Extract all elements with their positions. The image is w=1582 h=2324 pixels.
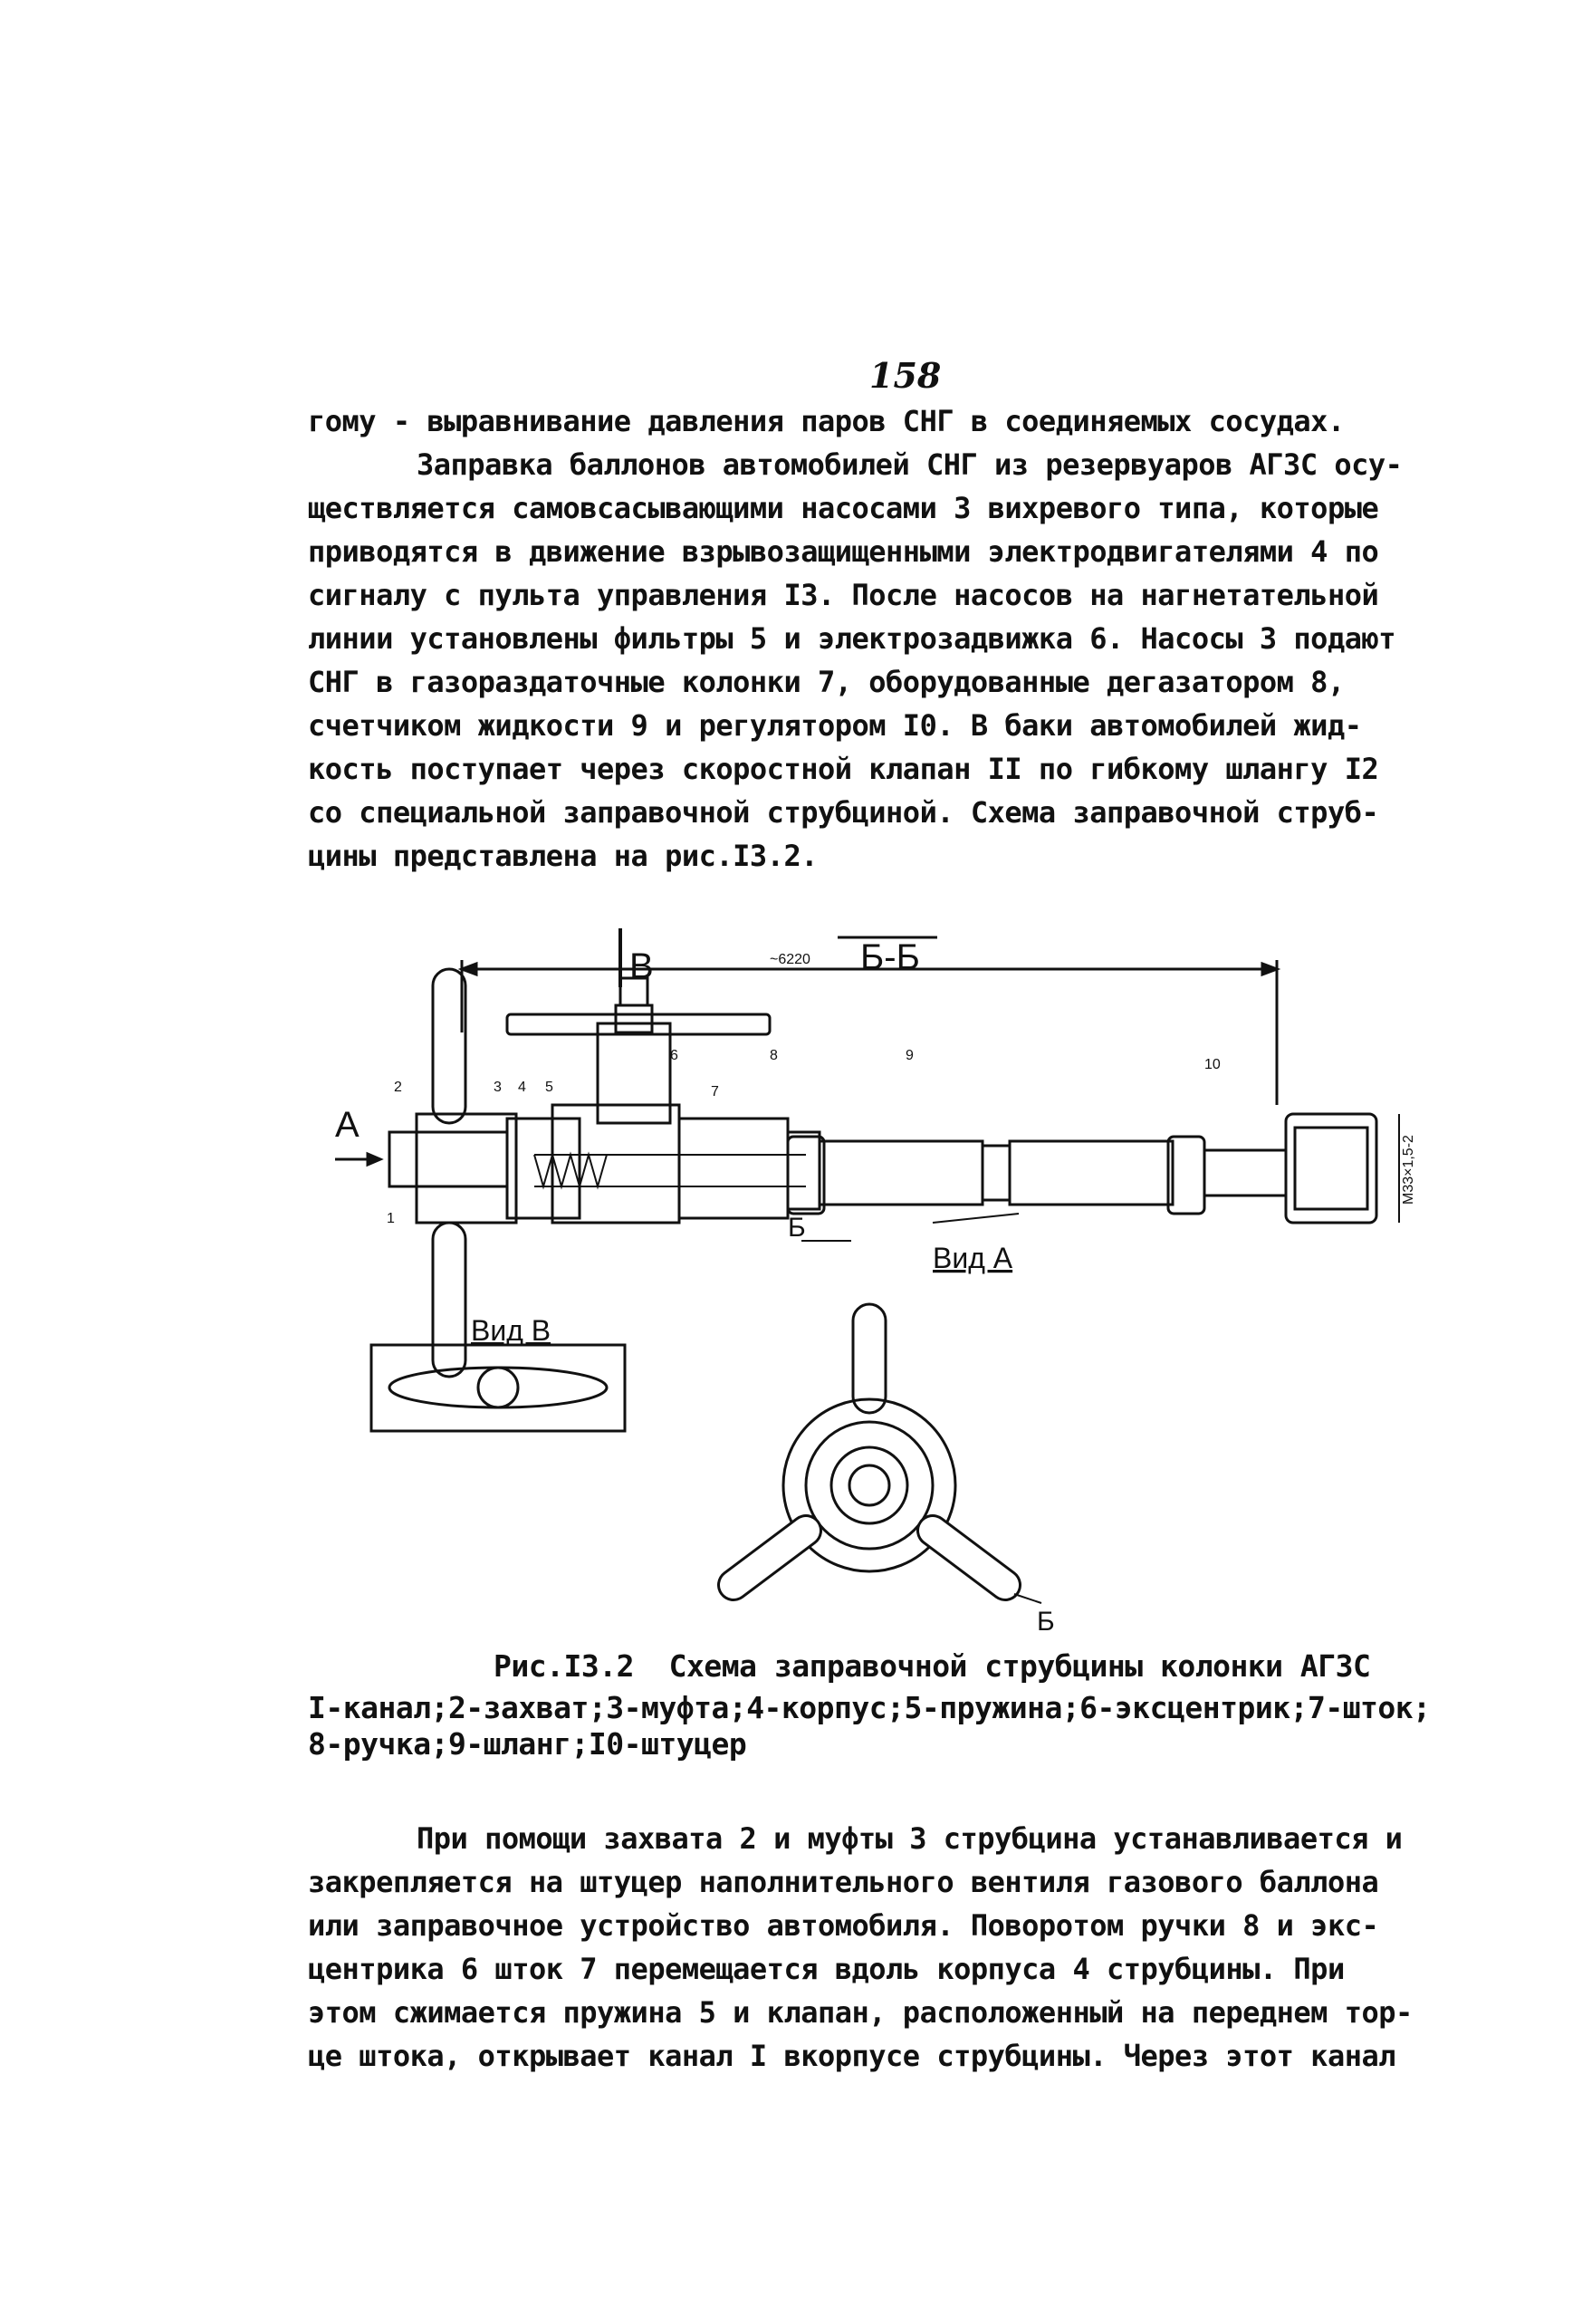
dimension-label: ~6220	[770, 952, 810, 967]
text-line: гому - выравнивание давления паров СНГ в соединяемых сосудах.	[308, 404, 1345, 438]
callout-2: 2	[394, 1080, 402, 1095]
figure-legend-line: I-канал;2-захват;3-муфта;4-корпус;5-пружина;6-эксцентрик;7-шток;	[308, 1690, 1431, 1725]
callout-4: 4	[518, 1080, 526, 1095]
text-line: счетчиком жидкости 9 и регулятором I0. В баки автомобилей жид-	[308, 708, 1362, 743]
section-label: Б-Б	[860, 937, 920, 977]
section-mark-top: Б	[788, 1213, 806, 1243]
callout-6: 6	[670, 1048, 678, 1063]
view-a-title: Вид А	[933, 1242, 1013, 1274]
callout-10: 10	[1204, 1057, 1221, 1072]
text-line: сигналу с пульта управления I3. После насосов на нагнетательной	[308, 578, 1379, 612]
callout-5: 5	[545, 1080, 553, 1095]
text-line: При помощи захвата 2 и муфты 3 струбцина устанавливается и	[417, 1821, 1403, 1856]
text-line: линии установлены фильтры 5 и электрозадвижка 6. Насосы 3 подают	[308, 621, 1395, 656]
text-line: Заправка баллонов автомобилей СНГ из резервуаров АГЗС осу-	[417, 447, 1403, 482]
text-line: ществляется самовсасывающими насосами 3 вихревого типа, которые	[308, 491, 1379, 525]
section-mark-bottom: Б	[1037, 1607, 1055, 1637]
callout-3: 3	[494, 1080, 502, 1095]
figure-legend-line: 8-ручка;9-шланг;I0-штуцер	[308, 1726, 747, 1762]
callout-7: 7	[711, 1084, 719, 1100]
view-b-arrow-label: В	[629, 946, 654, 986]
text-line: со специальной заправочной струбциной. Схема заправочной струб-	[308, 795, 1379, 830]
text-line: или заправочное устройство автомобиля. Поворотом ручки 8 и экс-	[308, 1908, 1379, 1943]
page-number: 158	[869, 355, 942, 396]
text-line: приводятся в движение взрывозащищенными электродвигателями 4 по	[308, 534, 1379, 569]
technical-drawing	[299, 924, 1476, 1648]
text-line: этом сжимается пружина 5 и клапан, расположенный на переднем тор-	[308, 1995, 1413, 2030]
text-line: кость поступает через скоростной клапан II по гибкому шлангу I2	[308, 752, 1379, 786]
callout-8: 8	[770, 1048, 778, 1063]
text-line: центрика 6 шток 7 перемещается вдоль корпуса 4 струбцины. При	[308, 1952, 1345, 1986]
text-line: СНГ в газораздаточные колонки 7, оборудованные дегазатором 8,	[308, 665, 1345, 699]
figure-caption-title: Рис.I3.2 Схема заправочной струбцины колонки АГЗС	[494, 1648, 1371, 1684]
callout-1: 1	[387, 1211, 395, 1226]
text-line: це штока, открывает канал I вкорпусе струбцины. Через этот канал	[308, 2039, 1395, 2073]
callout-9: 9	[906, 1048, 914, 1063]
view-a-arrow-label: А	[335, 1105, 360, 1145]
side-dimension-label: М33×1,5-2	[1401, 1135, 1416, 1205]
text-line: цины представлена на рис.I3.2.	[308, 839, 818, 873]
text-line: закрепляется на штуцер наполнительного вентиля газового баллона	[308, 1865, 1379, 1899]
view-b-title: Вид В	[471, 1314, 551, 1347]
